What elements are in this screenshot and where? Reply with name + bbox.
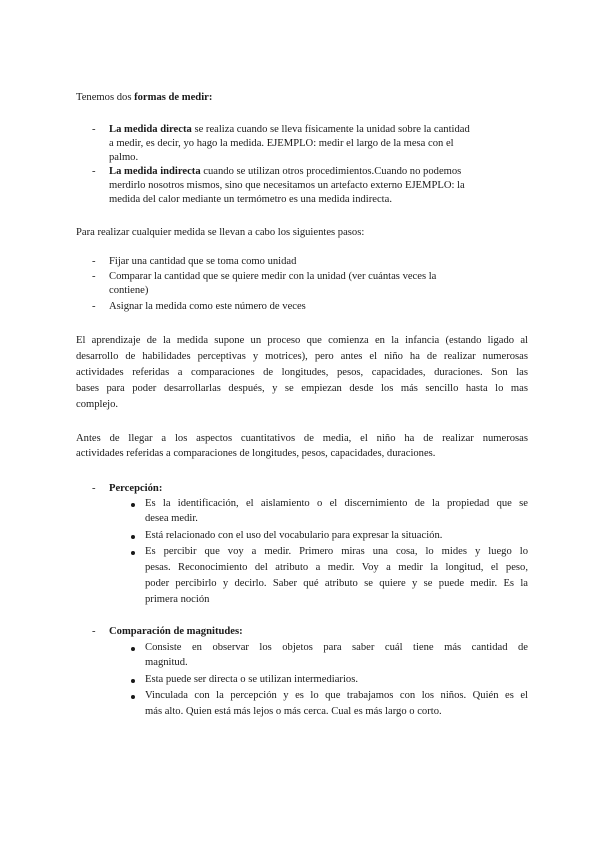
bullet-dot [131, 503, 135, 507]
list-item-continued: magnitud. [145, 657, 188, 668]
paragraph-line: actividades referidas a comparaciones de longitudes, pesos, capacidades, duraciones. Son las [76, 367, 528, 378]
form-text: merdirlo nosotros mismos, sino que necesitamos un artefacto externo EJEMPLO: la [109, 180, 465, 191]
section-title: Percepción: [109, 483, 163, 494]
form-text: medida del calor mediante un termómetro es una medida indirecta. [109, 194, 392, 205]
steps-intro: Para realizar cualquier medida se llevan a cabo los siguientes pasos: [76, 227, 365, 238]
paragraph-line: complejo. [76, 399, 119, 410]
paragraph-line: bases para poder desarrollarlas después, y se empiezan desde los más sencillo hasta lo mas [76, 383, 528, 394]
list-item-continued: contiene) [109, 285, 149, 296]
form-title: La medida directa [109, 124, 192, 135]
list-bullet: - [92, 124, 96, 135]
list-item-continued: primera noción [145, 594, 210, 605]
intro-line [76, 91, 212, 105]
bullet-dot [131, 679, 135, 683]
list-item-continued: poder percibirlo y decirlo. Saber qué atributo se quiere y se puede medir. Es la [145, 578, 528, 589]
list-item [109, 123, 470, 137]
form-text: cuando se utilizan otros procedimientos.Cuando no podemos [200, 166, 462, 177]
list-item-continued: desea medir. [145, 513, 198, 524]
form-title: La medida indirecta [109, 166, 201, 177]
list-bullet: - [92, 483, 96, 494]
paragraph-line: desarrollo de habilidades perceptivas y motrices), pero antes el niño ha de realizar numerosas [76, 351, 528, 362]
paragraph-line: El aprendizaje de la medida supone un proceso que comienza en la infancia (estando ligado al [76, 335, 528, 346]
list-bullet: - [92, 626, 96, 637]
list-item-continued: más alto. Quien está más lejos o más cerca. Cual es más largo o corto. [145, 706, 442, 717]
form-text: palmo. [109, 152, 139, 163]
list-item: Comparar la cantidad que se quiere medir con la unidad (ver cuántas veces la [109, 271, 437, 282]
list-item: Asignar la medida como este número de veces [109, 301, 306, 312]
list-item: Fijar una cantidad que se toma como unidad [109, 256, 297, 267]
list-item: Está relacionado con el uso del vocabulario para expresar la situación. [145, 530, 443, 541]
bullet-dot [131, 535, 135, 539]
list-item: Es percibir que voy a medir. Primero miras una cosa, lo mides y luego lo [145, 546, 528, 557]
intro-bold: formas de medir: [134, 92, 213, 103]
bullet-dot [131, 647, 135, 651]
form-text: se realiza cuando se lleva físicamente la unidad sobre la cantidad [191, 124, 470, 135]
section-title: Comparación de magnitudes: [109, 626, 243, 637]
list-bullet: - [92, 256, 96, 267]
intro-text: Tenemos dos [76, 92, 135, 103]
paragraph-line: actividades referidas a comparaciones de longitudes, pesos, capacidades, duraciones. [76, 448, 436, 459]
list-item: Esta puede ser directa o se utilizan intermediarios. [145, 674, 358, 685]
form-text: a medir, es decir, yo hago la medida. EJEMPLO: medir el largo de la mesa con el [109, 138, 454, 149]
list-item [109, 165, 461, 179]
list-item: Es la identificación, el aislamiento o el discernimiento de la propiedad que se [145, 498, 528, 509]
list-item: Consiste en observar los objetos para saber cuál tiene más cantidad de [145, 642, 528, 653]
list-bullet: - [92, 301, 96, 312]
bullet-dot [131, 551, 135, 555]
bullet-dot [131, 695, 135, 699]
list-bullet: - [92, 166, 96, 177]
list-item: Vinculada con la percepción y es lo que trabajamos con los niños. Quién es el [145, 690, 528, 701]
list-bullet: - [92, 271, 96, 282]
paragraph-line: Antes de llegar a los aspectos cuantitativos de media, el niño ha de realizar numerosas [76, 433, 528, 444]
list-item-continued: pesas. Reconocimiento del atributo a medir. Voy a medir la longitud, el peso, [145, 562, 528, 573]
